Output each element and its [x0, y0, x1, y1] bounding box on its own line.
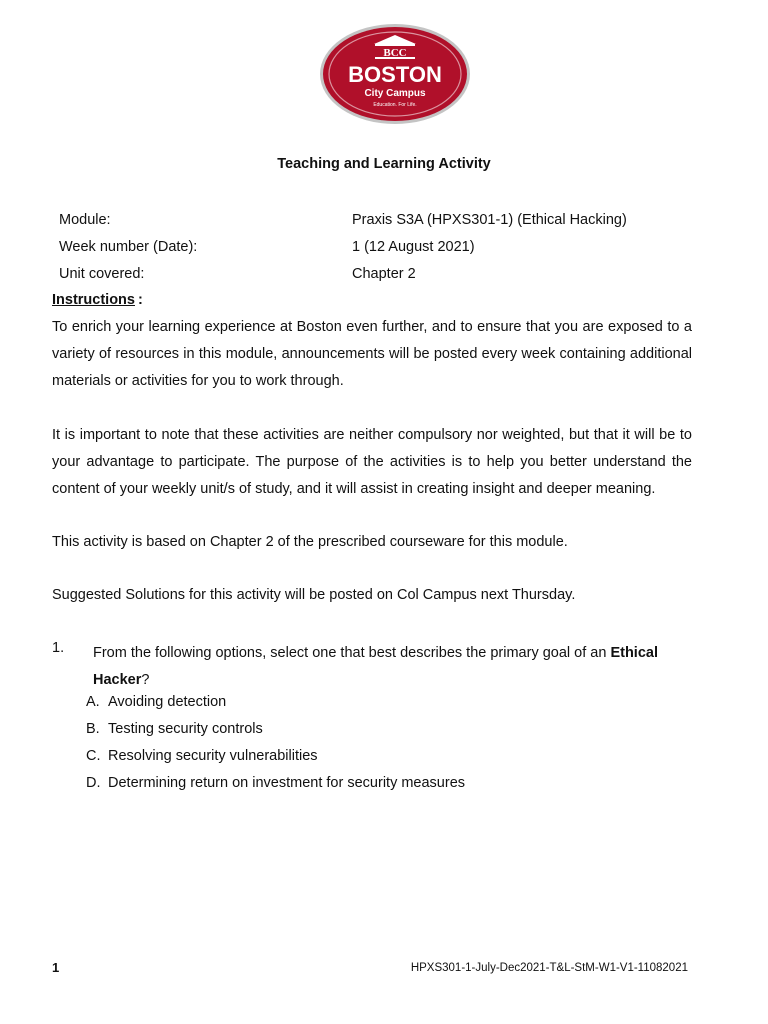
meta-label-module: Module: — [59, 212, 111, 228]
instructions-heading: Instructions — [52, 292, 135, 308]
option-text: Resolving security vulnerabilities — [108, 748, 318, 764]
option-b — [86, 721, 263, 737]
footer-page-number: 1 — [52, 960, 60, 975]
option-letter: C. — [86, 748, 101, 764]
meta-value-module: Praxis S3A (HPXS301-1) (Ethical Hacking) — [352, 212, 627, 228]
question-text-before: From the following options, select one that best describes the primary goal of an — [93, 645, 611, 661]
instructions-colon: : — [138, 292, 143, 308]
option-text: Testing security controls — [108, 721, 263, 737]
question-number: 1. — [52, 640, 65, 656]
question-text-bold: Ethical Hacker — [93, 645, 658, 688]
option-a — [86, 694, 226, 710]
option-letter: D. — [86, 775, 101, 791]
instructions-paragraph-2: It is important to note that these activities are neither compulsory nor weighted, but that it will be to your advantage to participate. The purpose of the activities is to help you better understand the content of your weekly unit/s of study, and it will assist in creating insight and deeper meaning. — [52, 427, 692, 497]
meta-value-week: 1 (12 August 2021) — [352, 239, 475, 255]
meta-value-unit: Chapter 2 — [352, 266, 416, 282]
question-text-after: ? — [141, 672, 150, 688]
question-text — [93, 640, 693, 694]
option-letter: A. — [86, 694, 100, 710]
logo-emblem — [318, 22, 472, 126]
option-d — [86, 775, 465, 791]
option-c — [86, 748, 318, 764]
footer-document-code: HPXS301-1-July-Dec2021-T&L-StM-W1-V1-11082021 — [410, 962, 688, 974]
logo-subname: City Campus — [364, 88, 426, 99]
meta-label-week: Week number (Date): — [59, 239, 198, 255]
boston-logo — [318, 22, 472, 126]
instructions-paragraph-4: Suggested Solutions for this activity will be posted on Col Campus next Thursday. — [52, 587, 576, 603]
logo-tagline: Education. For Life. — [373, 102, 417, 108]
meta-label-unit: Unit covered: — [59, 266, 145, 282]
instructions-paragraph-3: This activity is based on Chapter 2 of the prescribed courseware for this module. — [52, 534, 568, 550]
option-text: Avoiding detection — [108, 694, 227, 710]
logo-name: BOSTON — [348, 62, 442, 87]
option-text: Determining return on investment for security measures — [108, 775, 466, 791]
instructions-paragraph-1: To enrich your learning experience at Boston even further, and to ensure that you are exposed to a variety of resources in this module, announcements will be posted every week containing additional materials or activities for you to work through. — [52, 319, 692, 389]
logo-initials: BCC — [383, 47, 407, 59]
page-title: Teaching and Learning Activity — [277, 156, 491, 172]
option-letter: B. — [86, 721, 100, 737]
